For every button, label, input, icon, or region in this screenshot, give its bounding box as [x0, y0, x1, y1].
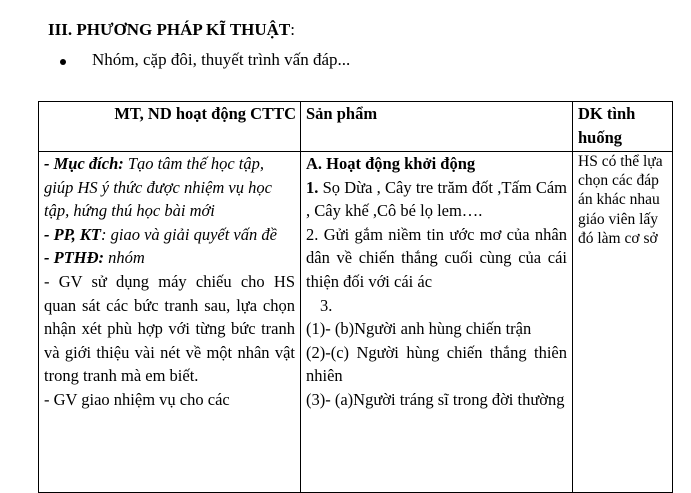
- cell-products: [301, 152, 573, 493]
- header-products: Sản phẩm: [301, 102, 573, 152]
- form-text: nhóm: [104, 248, 145, 268]
- product-item-3b: (2)-(c) Người hùng chiến thắng thiên nhiên: [306, 342, 567, 386]
- product-item-3: 3.: [320, 295, 333, 315]
- method-text: : giao và giải quyết vấn đề: [101, 224, 277, 244]
- method-bullet-text: Nhóm, cặp đôi, thuyết trình vấn đáp...: [92, 50, 351, 69]
- teacher-task-1: - GV sử dụng máy chiếu cho HS quan sát các bức tranh sau, lựa chọn nhận xét phù hợp với từng bức tranh và giới thiệu vài nét về một nhân vật trong tranh mà em biết.: [44, 271, 295, 386]
- product-item-1-text: Sọ Dừa , Cây tre trăm đốt ,Tấm Cám , Cây khế ,Cô bé lọ lem….: [306, 177, 567, 221]
- header-conditions-line2: huống: [578, 127, 623, 147]
- purpose-paragraph: [44, 152, 295, 223]
- purpose-text: Tạo tâm thế học tập, giúp HS ý thức được nhiệm vụ học tập, hứng thú học bài mới: [44, 154, 272, 221]
- form-label: - PTHĐ:: [44, 248, 105, 268]
- method-label: - PP, KT: [44, 224, 101, 244]
- product-item-1: [306, 176, 567, 223]
- section-heading: [48, 20, 295, 40]
- product-item-1-num: 1.: [306, 177, 319, 197]
- header-objectives: MT, ND hoạt động CTTC: [39, 102, 301, 152]
- purpose-label: - Mục đích:: [44, 154, 124, 173]
- bullet-dot-icon: [60, 59, 66, 65]
- cell-objectives: [39, 152, 301, 493]
- form-paragraph: [44, 246, 295, 270]
- table-header-row: [39, 102, 673, 152]
- product-item-2: 2. Gửi gắm niềm tin ước mơ của nhân dân về chiến thắng cuối cùng của cái thiện đối với cái ác: [306, 224, 567, 291]
- section-heading-colon: :: [290, 20, 296, 39]
- teacher-task-2: - GV giao nhiệm vụ cho các: [44, 389, 230, 409]
- method-paragraph: [44, 223, 295, 247]
- activity-table: [38, 101, 673, 493]
- section-heading-text: III. PHƯƠNG PHÁP KĨ THUẬT: [48, 20, 291, 39]
- header-conditions: [573, 102, 673, 152]
- product-item-3c: (3)- (a)Người tráng sĩ trong đời thường: [306, 389, 565, 409]
- table-body-row: [39, 152, 673, 493]
- products-section-title: A. Hoạt động khởi động: [306, 154, 476, 173]
- cell-conditions: HS có thể lựa chọn các đáp án khác nhau giáo viên lấy đó làm cơ sở: [573, 152, 673, 493]
- header-conditions-line1: DK tình: [578, 104, 636, 123]
- product-item-3a: (1)- (b)Người anh hùng chiến trận: [306, 319, 532, 339]
